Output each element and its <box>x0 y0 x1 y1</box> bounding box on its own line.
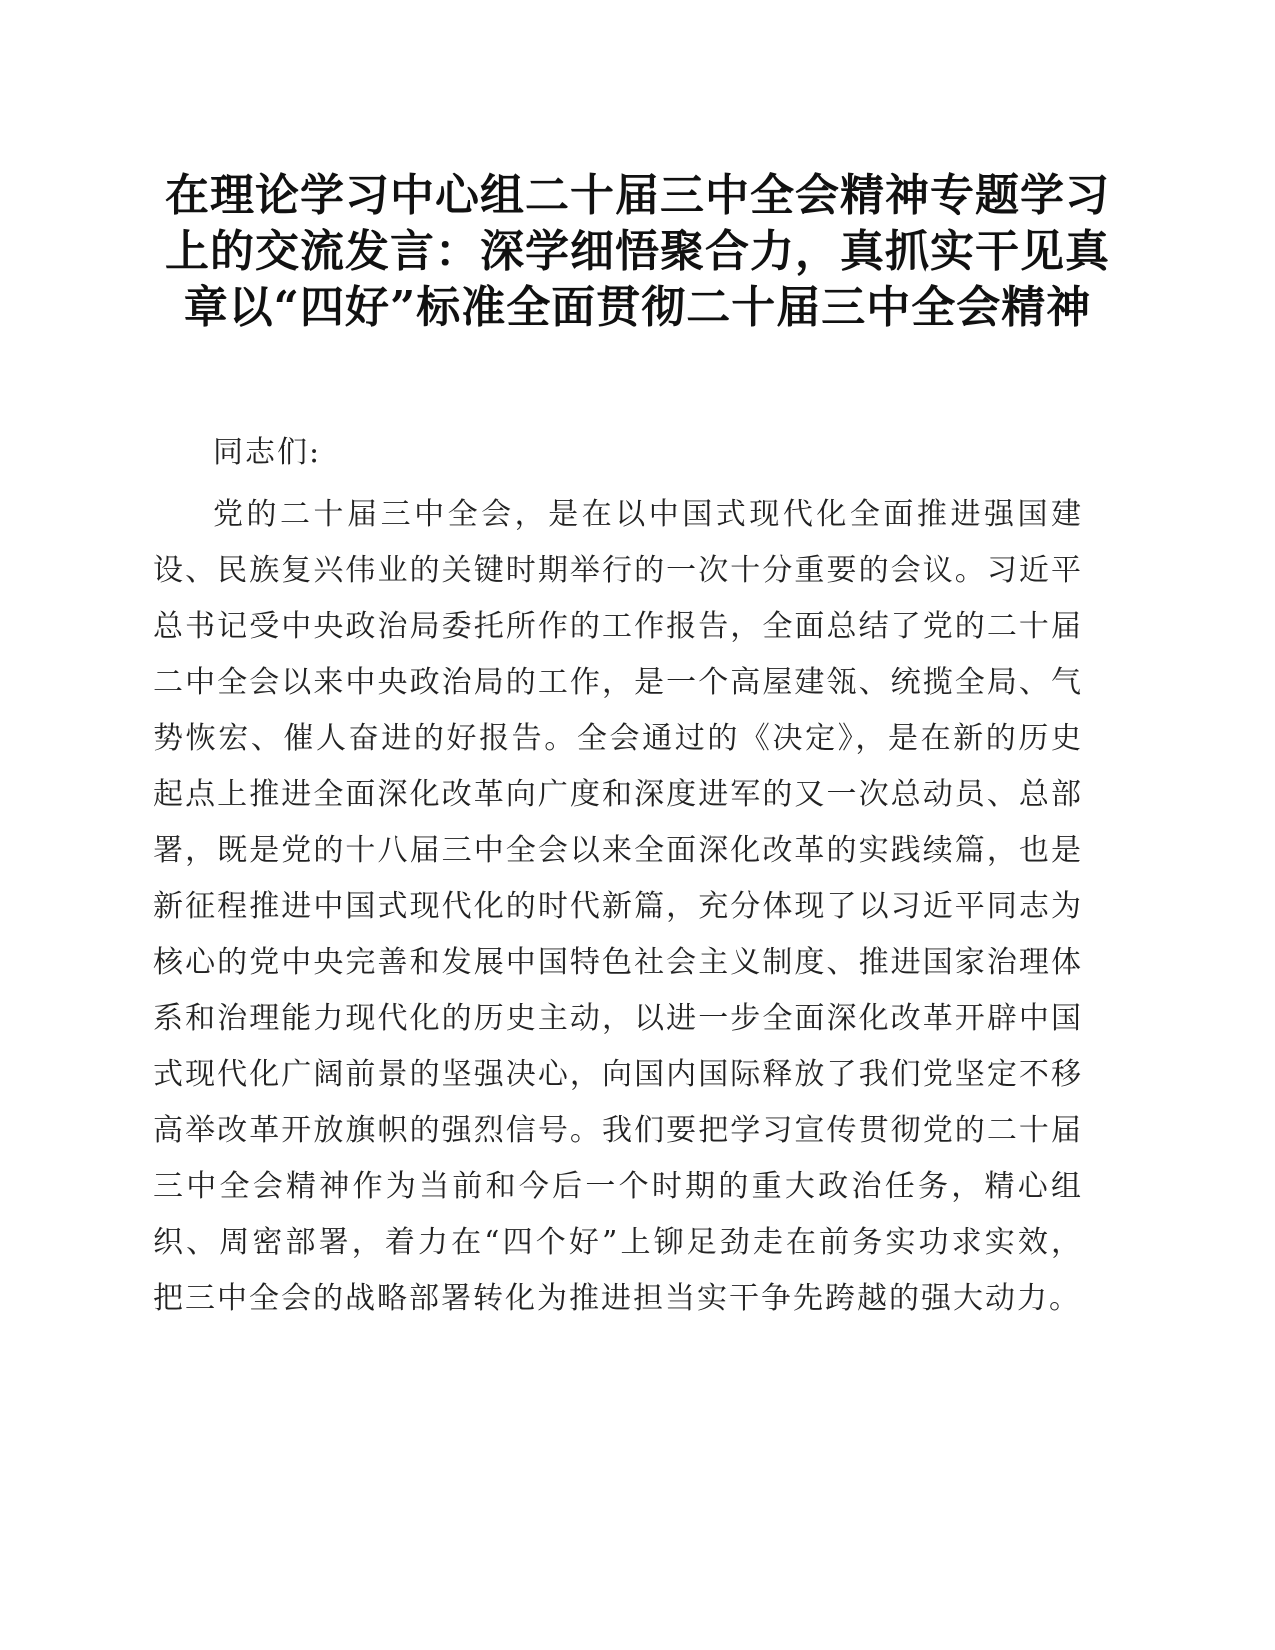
document-title: 在理论学习中心组二十届三中全会精神专题学习上的交流发言：深学细悟聚合力，真抓实干见真章以“四好”标准全面贯彻二十届三中全会精神 <box>165 170 1110 333</box>
document-body <box>153 425 1083 1327</box>
body-paragraph: 党的二十届三中全会，是在以中国式现代化全面推进强国建设、民族复兴伟业的关键时期举行的一次十分重要的会议。习近平总书记受中央政治局委托所作的工作报告，全面总结了党的二十届二中全会以来中央政治局的工作，是一个高屋建瓴、统揽全局、气势恢宏、催人奋进的好报告。全会通过的《决定》，是在新的历史起点上推进全面深化改革向广度和深度进军的又一次总动员、总部署，既是党的十八届三中全会以来全面深化改革的实践续篇，也是新征程推进中国式现代化的时代新篇，充分体现了以习近平同志为核心的党中央完善和发展中国特色社会主义制度、推进国家治理体系和治理能力现代化的历史主动，以进一步全面深化改革开辟中国式现代化广阔前景的坚强决心，向国内国际释放了我们党坚定不移高举改革开放旗帜的强烈信号。我们要把学习宣传贯彻党的二十届三中全会精神作为当前和今后一个时期的重大政治任务，精心组织、周密部署，着力在“四个好”上铆足劲走在前务实功求实效，把三中全会的战略部署转化为推进担当实干争先跨越的强大动力。 <box>153 497 1083 1316</box>
salutation: 同志们: <box>213 435 322 470</box>
